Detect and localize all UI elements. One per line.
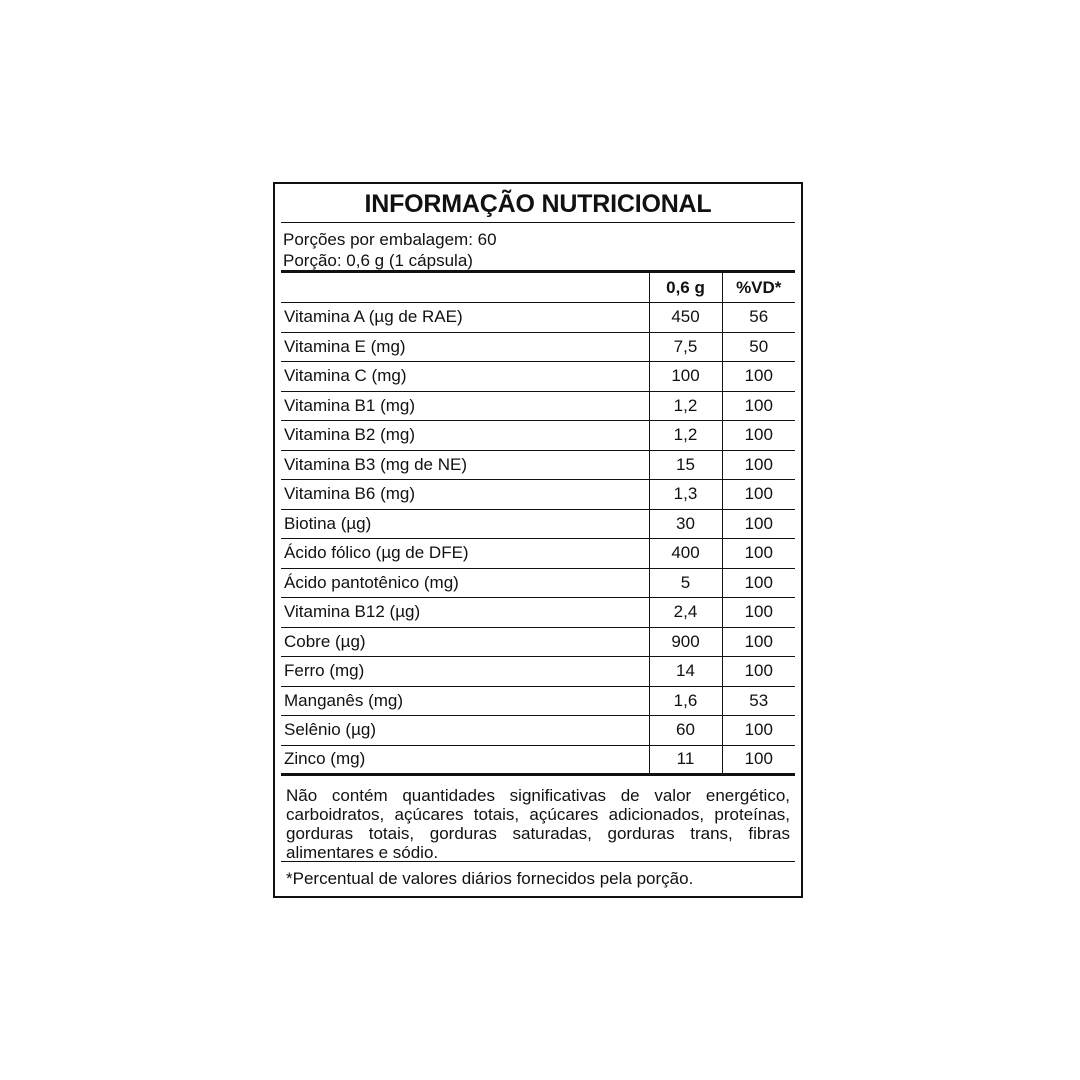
nutrient-quantity: 400 xyxy=(649,539,722,569)
nutrient-daily-value: 100 xyxy=(722,657,795,687)
nutrient-quantity: 2,4 xyxy=(649,598,722,628)
table-row xyxy=(281,509,795,539)
servings-info xyxy=(281,223,795,273)
nutrition-table xyxy=(281,273,795,776)
table-row xyxy=(281,657,795,687)
nutrient-daily-value: 50 xyxy=(722,332,795,362)
table-row xyxy=(281,627,795,657)
nutrient-daily-value: 100 xyxy=(722,509,795,539)
serving-size: Porção: 0,6 g (1 cápsula) xyxy=(283,251,473,270)
nutrient-quantity: 7,5 xyxy=(649,332,722,362)
nutrient-daily-value: 100 xyxy=(722,568,795,598)
nutrient-name: Vitamina A (µg de RAE) xyxy=(281,303,649,333)
nutrient-daily-value: 100 xyxy=(722,716,795,746)
nutrient-name: Selênio (µg) xyxy=(281,716,649,746)
nutrient-name: Manganês (mg) xyxy=(281,686,649,716)
nutrient-name: Cobre (µg) xyxy=(281,627,649,657)
nutrient-name: Biotina (µg) xyxy=(281,509,649,539)
table-row xyxy=(281,745,795,775)
table-row xyxy=(281,450,795,480)
table-row xyxy=(281,362,795,392)
table-row xyxy=(281,303,795,333)
nutrient-quantity: 15 xyxy=(649,450,722,480)
servings-per-package: Porções por embalagem: 60 xyxy=(283,230,497,249)
nutrient-name: Ácido pantotênico (mg) xyxy=(281,568,649,598)
nutrient-daily-value: 100 xyxy=(722,391,795,421)
column-header-nutrient xyxy=(281,273,649,303)
nutrient-daily-value: 100 xyxy=(722,480,795,510)
nutrient-name: Vitamina C (mg) xyxy=(281,362,649,392)
nutrient-daily-value: 100 xyxy=(722,362,795,392)
nutrient-quantity: 450 xyxy=(649,303,722,333)
nutrient-quantity: 60 xyxy=(649,716,722,746)
nutrient-name: Vitamina E (mg) xyxy=(281,332,649,362)
nutrient-quantity: 1,6 xyxy=(649,686,722,716)
nutrient-daily-value: 100 xyxy=(722,450,795,480)
nutrient-quantity: 1,3 xyxy=(649,480,722,510)
nutrient-quantity: 100 xyxy=(649,362,722,392)
nutrient-daily-value: 100 xyxy=(722,745,795,775)
table-header-row xyxy=(281,273,795,303)
daily-value-note: *Percentual de valores diários fornecidos pela porção. xyxy=(286,869,694,888)
nutrition-table-body xyxy=(281,303,795,775)
nutrient-daily-value: 100 xyxy=(722,627,795,657)
table-row xyxy=(281,421,795,451)
nutrient-quantity: 5 xyxy=(649,568,722,598)
nutrient-daily-value: 53 xyxy=(722,686,795,716)
nutrient-daily-value: 56 xyxy=(722,303,795,333)
nutrient-quantity: 1,2 xyxy=(649,421,722,451)
nutrient-daily-value: 100 xyxy=(722,421,795,451)
nutrition-facts-label xyxy=(273,182,803,898)
table-row xyxy=(281,568,795,598)
nutrient-name: Zinco (mg) xyxy=(281,745,649,775)
nutrient-quantity: 11 xyxy=(649,745,722,775)
nutrient-quantity: 1,2 xyxy=(649,391,722,421)
nutrient-name: Vitamina B3 (mg de NE) xyxy=(281,450,649,480)
column-header-daily-value: %VD* xyxy=(722,273,795,303)
nutrient-name: Vitamina B2 (mg) xyxy=(281,421,649,451)
nutrient-quantity: 900 xyxy=(649,627,722,657)
nutrient-name: Vitamina B6 (mg) xyxy=(281,480,649,510)
nutrient-daily-value: 100 xyxy=(722,539,795,569)
nutrient-quantity: 30 xyxy=(649,509,722,539)
nutrient-name: Ácido fólico (µg de DFE) xyxy=(281,539,649,569)
table-row xyxy=(281,391,795,421)
nutrient-daily-value: 100 xyxy=(722,598,795,628)
table-row xyxy=(281,686,795,716)
column-header-quantity: 0,6 g xyxy=(649,273,722,303)
table-row xyxy=(281,480,795,510)
nutrient-name: Vitamina B12 (µg) xyxy=(281,598,649,628)
label-title: INFORMAÇÃO NUTRICIONAL xyxy=(281,184,795,223)
nutrient-quantity: 14 xyxy=(649,657,722,687)
table-row xyxy=(281,716,795,746)
not-significant-note: Não contém quantidades significativas de valor energético, carboidratos, açúcares totais, açúcares adicionados, proteínas, gorduras totais, gorduras saturadas, gorduras trans, fibras alimentares e sódio. xyxy=(281,776,795,862)
nutrient-name: Ferro (mg) xyxy=(281,657,649,687)
nutrient-name: Vitamina B1 (mg) xyxy=(281,391,649,421)
table-row xyxy=(281,598,795,628)
table-row xyxy=(281,332,795,362)
table-row xyxy=(281,539,795,569)
